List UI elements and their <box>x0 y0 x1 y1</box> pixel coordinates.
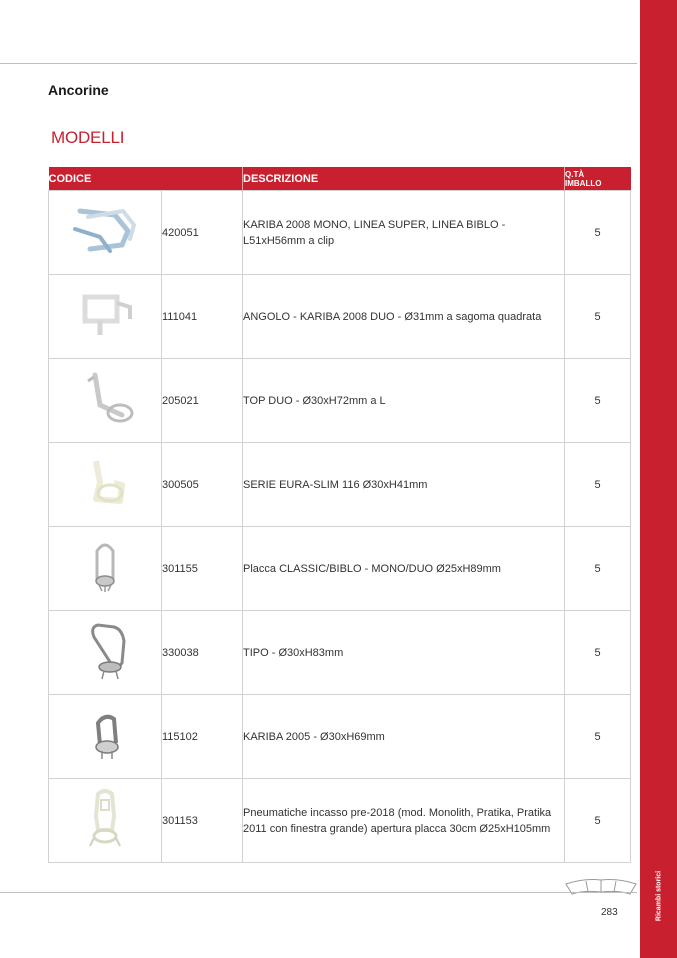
product-code: 330038 <box>162 611 243 695</box>
table-row <box>49 275 631 359</box>
double-clip-anchor-icon <box>60 201 150 264</box>
metal-cage-anchor-icon <box>60 537 150 600</box>
table-row <box>49 695 631 779</box>
product-image-cell <box>49 275 162 359</box>
product-code: 300505 <box>162 443 243 527</box>
product-qty: 5 <box>565 443 631 527</box>
product-description: ANGOLO - KARIBA 2008 DUO - Ø31mm a sagoma quadrata <box>243 275 565 359</box>
page-number: 283 <box>601 907 618 918</box>
product-qty: 5 <box>565 611 631 695</box>
product-description: Placca CLASSIC/BIBLO - MONO/DUO Ø25xH89mm <box>243 527 565 611</box>
product-qty: 5 <box>565 779 631 863</box>
product-description: TIPO - Ø30xH83mm <box>243 611 565 695</box>
product-code: 111041 <box>162 275 243 359</box>
table-row <box>49 611 631 695</box>
table-row <box>49 779 631 863</box>
product-image-cell <box>49 191 162 275</box>
product-image-cell <box>49 779 162 863</box>
header-description: DESCRIZIONE <box>243 167 565 191</box>
header-qty-line2: IMBALLO <box>565 178 602 188</box>
product-qty: 5 <box>565 359 631 443</box>
wire-loop-anchor-icon <box>60 619 150 686</box>
product-description: TOP DUO - Ø30xH72mm a L <box>243 359 565 443</box>
product-code: 420051 <box>162 191 243 275</box>
header-code: CODICE <box>49 167 243 191</box>
short-loop-anchor-icon <box>60 705 150 768</box>
wave-ornament-icon <box>564 876 638 903</box>
header-qty-line1: Q.TÀ <box>565 169 585 179</box>
frame-anchor-icon <box>60 786 150 855</box>
side-band <box>640 0 677 958</box>
product-code: 301153 <box>162 779 243 863</box>
products-table <box>48 167 631 863</box>
product-image-cell <box>49 443 162 527</box>
table-row <box>49 527 631 611</box>
product-qty: 5 <box>565 695 631 779</box>
square-bracket-anchor-icon <box>60 285 150 348</box>
bottom-divider <box>0 892 637 893</box>
table-row <box>49 359 631 443</box>
top-divider <box>0 63 637 64</box>
product-code: 205021 <box>162 359 243 443</box>
subtitle: MODELLI <box>51 128 125 147</box>
product-image-cell <box>49 359 162 443</box>
table-row <box>49 191 631 275</box>
l-shaped-anchor-icon <box>60 369 150 432</box>
product-image-cell <box>49 695 162 779</box>
product-description: SERIE EURA-SLIM 116 Ø30xH41mm <box>243 443 565 527</box>
product-code: 301155 <box>162 527 243 611</box>
side-label: Ricambi storici <box>655 870 662 922</box>
product-qty: 5 <box>565 275 631 359</box>
header-qty <box>565 167 631 191</box>
slim-ring-anchor-icon <box>60 453 150 516</box>
product-qty: 5 <box>565 191 631 275</box>
product-description: KARIBA 2005 - Ø30xH69mm <box>243 695 565 779</box>
table-row <box>49 443 631 527</box>
section-title: Ancorine <box>48 82 109 98</box>
table-header-row <box>49 167 631 191</box>
product-image-cell <box>49 611 162 695</box>
product-image-cell <box>49 527 162 611</box>
product-description: KARIBA 2008 MONO, LINEA SUPER, LINEA BIBLO - L51xH56mm a clip <box>243 191 565 275</box>
product-description: Pneumatiche incasso pre-2018 (mod. Monolith, Pratika, Pratika 2011 con finestra grande) apertura placca 30cm Ø25xH105mm <box>243 779 565 863</box>
product-code: 115102 <box>162 695 243 779</box>
product-qty: 5 <box>565 527 631 611</box>
